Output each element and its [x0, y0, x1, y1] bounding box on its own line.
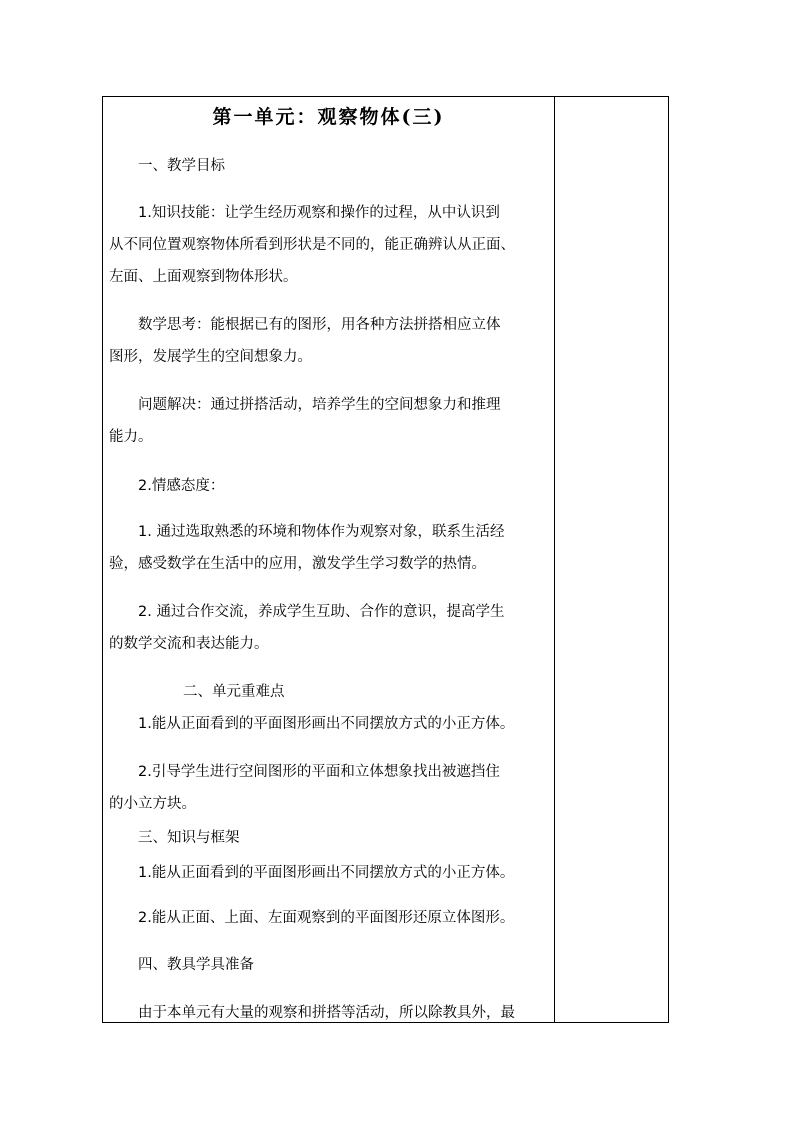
- text-line: 2.能从正面、上面、左面观察到的平面图形还原立体图形。: [138, 910, 515, 926]
- framework-heading: [109, 822, 549, 854]
- text-line: 1.知识技能：让学生经历观察和操作的过程，从中认识到: [138, 205, 500, 221]
- text-line: 由于本单元有大量的观察和拼搭等活动，所以除教具外，最: [138, 1005, 515, 1021]
- text-line: 能力。: [109, 429, 153, 445]
- text-line: 二、单元重难点: [183, 684, 285, 700]
- tools-heading: [109, 949, 549, 981]
- tools-paragraph: [109, 997, 549, 1022]
- text-line: 2.情感态度：: [138, 478, 225, 494]
- attitude-paragraph-2: [109, 596, 549, 660]
- math-thinking-paragraph: [109, 309, 549, 373]
- text-line: 1.能从正面看到的平面图形画出不同摆放方式的小正方体。: [138, 865, 515, 881]
- text-line: 2.引导学生进行空间图形的平面和立体想象找出被遮挡住: [138, 764, 500, 780]
- key-point-1: [109, 708, 549, 740]
- key-point-2: [109, 756, 549, 820]
- framework-item-2: [109, 902, 549, 934]
- text-line: 验，感受数学在生活中的应用，激发学生学习数学的热情。: [109, 556, 486, 572]
- text-line: 图形，发展学生的空间想象力。: [109, 349, 312, 365]
- text-line: 左面、上面观察到物体形状。: [109, 269, 298, 285]
- notes-cell: [555, 97, 668, 1022]
- page-title: 第一单元：观察物体(三): [212, 106, 445, 128]
- goals-heading: [109, 150, 549, 182]
- attitude-paragraph-1: [109, 516, 549, 580]
- content-cell: [103, 97, 554, 1022]
- text-line: 四、教具学具准备: [138, 957, 254, 973]
- text-line: 一、教学目标: [138, 158, 225, 174]
- text-line: 问题解决：通过拼搭活动，培养学生的空间想象力和推理: [138, 397, 501, 413]
- text-line: 的数学交流和表达能力。: [109, 636, 269, 652]
- problem-solving-paragraph: [109, 389, 549, 453]
- framework-item-1: [109, 857, 549, 889]
- attitude-heading: [109, 470, 549, 502]
- text-line: 1. 通过选取熟悉的环境和物体作为观察对象，联系生活经: [138, 524, 505, 540]
- text-line: 从不同位置观察物体所看到形状是不同的，能正确辨认从正面、: [109, 237, 515, 253]
- text-line: 2. 通过合作交流，养成学生互助、合作的意识，提高学生: [138, 604, 505, 620]
- skills-paragraph: [109, 197, 549, 293]
- text-line: 的小立方块。: [109, 796, 196, 812]
- text-line: 1.能从正面看到的平面图形画出不同摆放方式的小正方体。: [138, 716, 515, 732]
- text-line: 数学思考：能根据已有的图形，用各种方法拼搭相应立体: [138, 317, 501, 333]
- text-line: 三、知识与框架: [138, 830, 240, 846]
- lesson-plan-table: [102, 96, 669, 1023]
- key-points-heading: [183, 676, 543, 708]
